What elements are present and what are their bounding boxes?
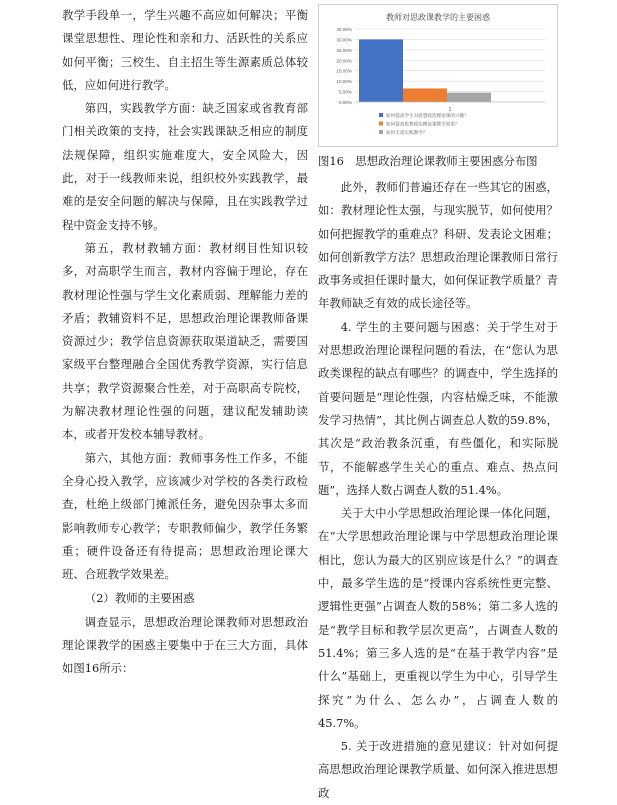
paragraph-other-confusions: 此外，教师们普遍还存在一些其它的困惑，如：教材理论性太强，与现实脱节，如何使用？如何把握教学的重难点？科研、发表论文困难；如何创新教学方法？思想政治理论课教师日常行政事务或担任课时量大，如何保证教学质量？青年教师缺乏有效的成长途径等。 bbox=[318, 180, 558, 311]
chart-title: 教师对思政课教学的主要困惑 bbox=[386, 13, 490, 22]
section-heading-teacher-confusion: （2）教师的主要困惑 bbox=[84, 591, 195, 606]
left-column bbox=[62, 4, 308, 681]
chart-legend bbox=[379, 112, 469, 136]
bar-chart bbox=[319, 5, 557, 146]
figure-caption: 图16 思想政治理论课教师主要困惑分布图 bbox=[318, 154, 538, 168]
chart-y-axis bbox=[336, 27, 352, 105]
chart-x-axis bbox=[355, 102, 545, 113]
x-tick-label: 1 bbox=[448, 107, 452, 113]
paragraph-other-aspects: 第六，其他方面：教师事务性工作多，不能全身心投入教学，应该减少对学校的各类行政检查，杜绝上级部门摊派任务，避免因杂事太多而影响教师专心教学；专职教师偏少，教学任务繁重；硬件设备还有待提高；思想政治理论课大班、合班教学效果差。 bbox=[62, 450, 308, 582]
bar-3 bbox=[447, 93, 491, 102]
legend-label-2: 如何提高思想政治理论课教学效果？ bbox=[386, 122, 460, 128]
paragraph-survey-intro: 调查显示，思想政治理论课教师对思想政治理论课教学的困惑主要集中于在三大方面，具体如图16所示： bbox=[62, 614, 308, 676]
y-tick-label: 30.00% bbox=[336, 37, 352, 43]
y-tick-label: 10.00% bbox=[336, 79, 352, 85]
paragraph-integration: 关于大中小学思想政治理论课一体化问题，在“大学思想政治理论课与中学思想政治理论课相比，您认为最大的区别应该是什么？”的调查中，最多学生选的是“授课内容系统性更完整、逻辑性更强”占调查人数的58%；第二多人选的是“教学目标和教学层次更高”，占调查人数的51.4%；第三多人选的是“在基于教学内容“是什么”基础上，更重视以学生为中心，引导学生探究“为什么、怎么办”，占调查人数的45.7%。 bbox=[318, 506, 558, 730]
right-column bbox=[318, 176, 558, 805]
legend-label-1: 如何提高学生对思想政治理论课的兴趣？ bbox=[386, 114, 469, 119]
y-tick-label: 15.00% bbox=[336, 68, 352, 74]
legend-swatch-2 bbox=[379, 122, 383, 126]
paragraph-student-problems: 4. 学生的主要问题与困惑：关于学生对于对思想政治理论课程问题的看法，在“您认为思政类课程的缺点有哪些？的调查中，学生选择的首要问题是“理论性强，内容枯燥乏味，不能激发学习热情”，其比例占调查总人数的59.8%，其次是“政治教条沉重，有些僵化，和实际脱节，不能解惑学生关心的重点、难点、热点问题”，选择人数占调查人数的51.4%。 bbox=[318, 319, 558, 497]
paragraph-improvement: 5. 关于改进措施的意见建议：针对如何提高思想政治理论课教学质量、如何深入推进思想政 bbox=[318, 739, 558, 800]
paragraph-practice-teaching: 第四，实践教学方面：缺乏国家或省教育部门相关政策的支持，社会实践课缺乏相应的制度法规保障，组织实施难度大，安全风险大，因此，对于一线教师来说，组织校外实践教学，最难的是安全问题的解决与保障，且在实践教学过程中资金支持不够。 bbox=[62, 101, 308, 232]
paragraph-textbooks: 第五，教材教辅方面：教材纲目性知识较多，对高职学生而言，教材内容偏于理论，存在教材理论性强与学生文化素质弱、理解能力差的矛盾；教辅资料不足，思想政治理论课教师备课资源过少；教学信息资源获取渠道缺乏，需要国家级平台整理融合全国优秀教学资源，实行信息共享；教学资源聚合性差，对于高职高专院校，为解决教材理论性强的问题，建议配发辅助读本，或者开发校本辅导教材。 bbox=[62, 240, 308, 442]
bar-2 bbox=[403, 88, 447, 102]
y-tick-label: 25.00% bbox=[336, 47, 352, 53]
paragraph-teaching-methods: 教学手段单一，学生兴趣不高应如何解决；平衡课堂思想性、理论性和亲和力、活跃性的关系应如何平衡；三校生、自主招生等生源素质总体较低，应如何进行教学。 bbox=[62, 8, 308, 92]
legend-swatch-1 bbox=[379, 113, 383, 117]
y-tick-label: 0.00% bbox=[338, 100, 352, 105]
y-tick-label: 20.00% bbox=[336, 58, 352, 64]
y-tick-label: 35.00% bbox=[336, 27, 352, 32]
legend-swatch-3 bbox=[379, 130, 383, 134]
y-tick-label: 5.00% bbox=[338, 89, 352, 95]
legend-label-3: 如何丰富实践教学？ bbox=[386, 131, 428, 136]
figure-16-chart bbox=[318, 4, 558, 147]
bar-1 bbox=[359, 39, 403, 102]
